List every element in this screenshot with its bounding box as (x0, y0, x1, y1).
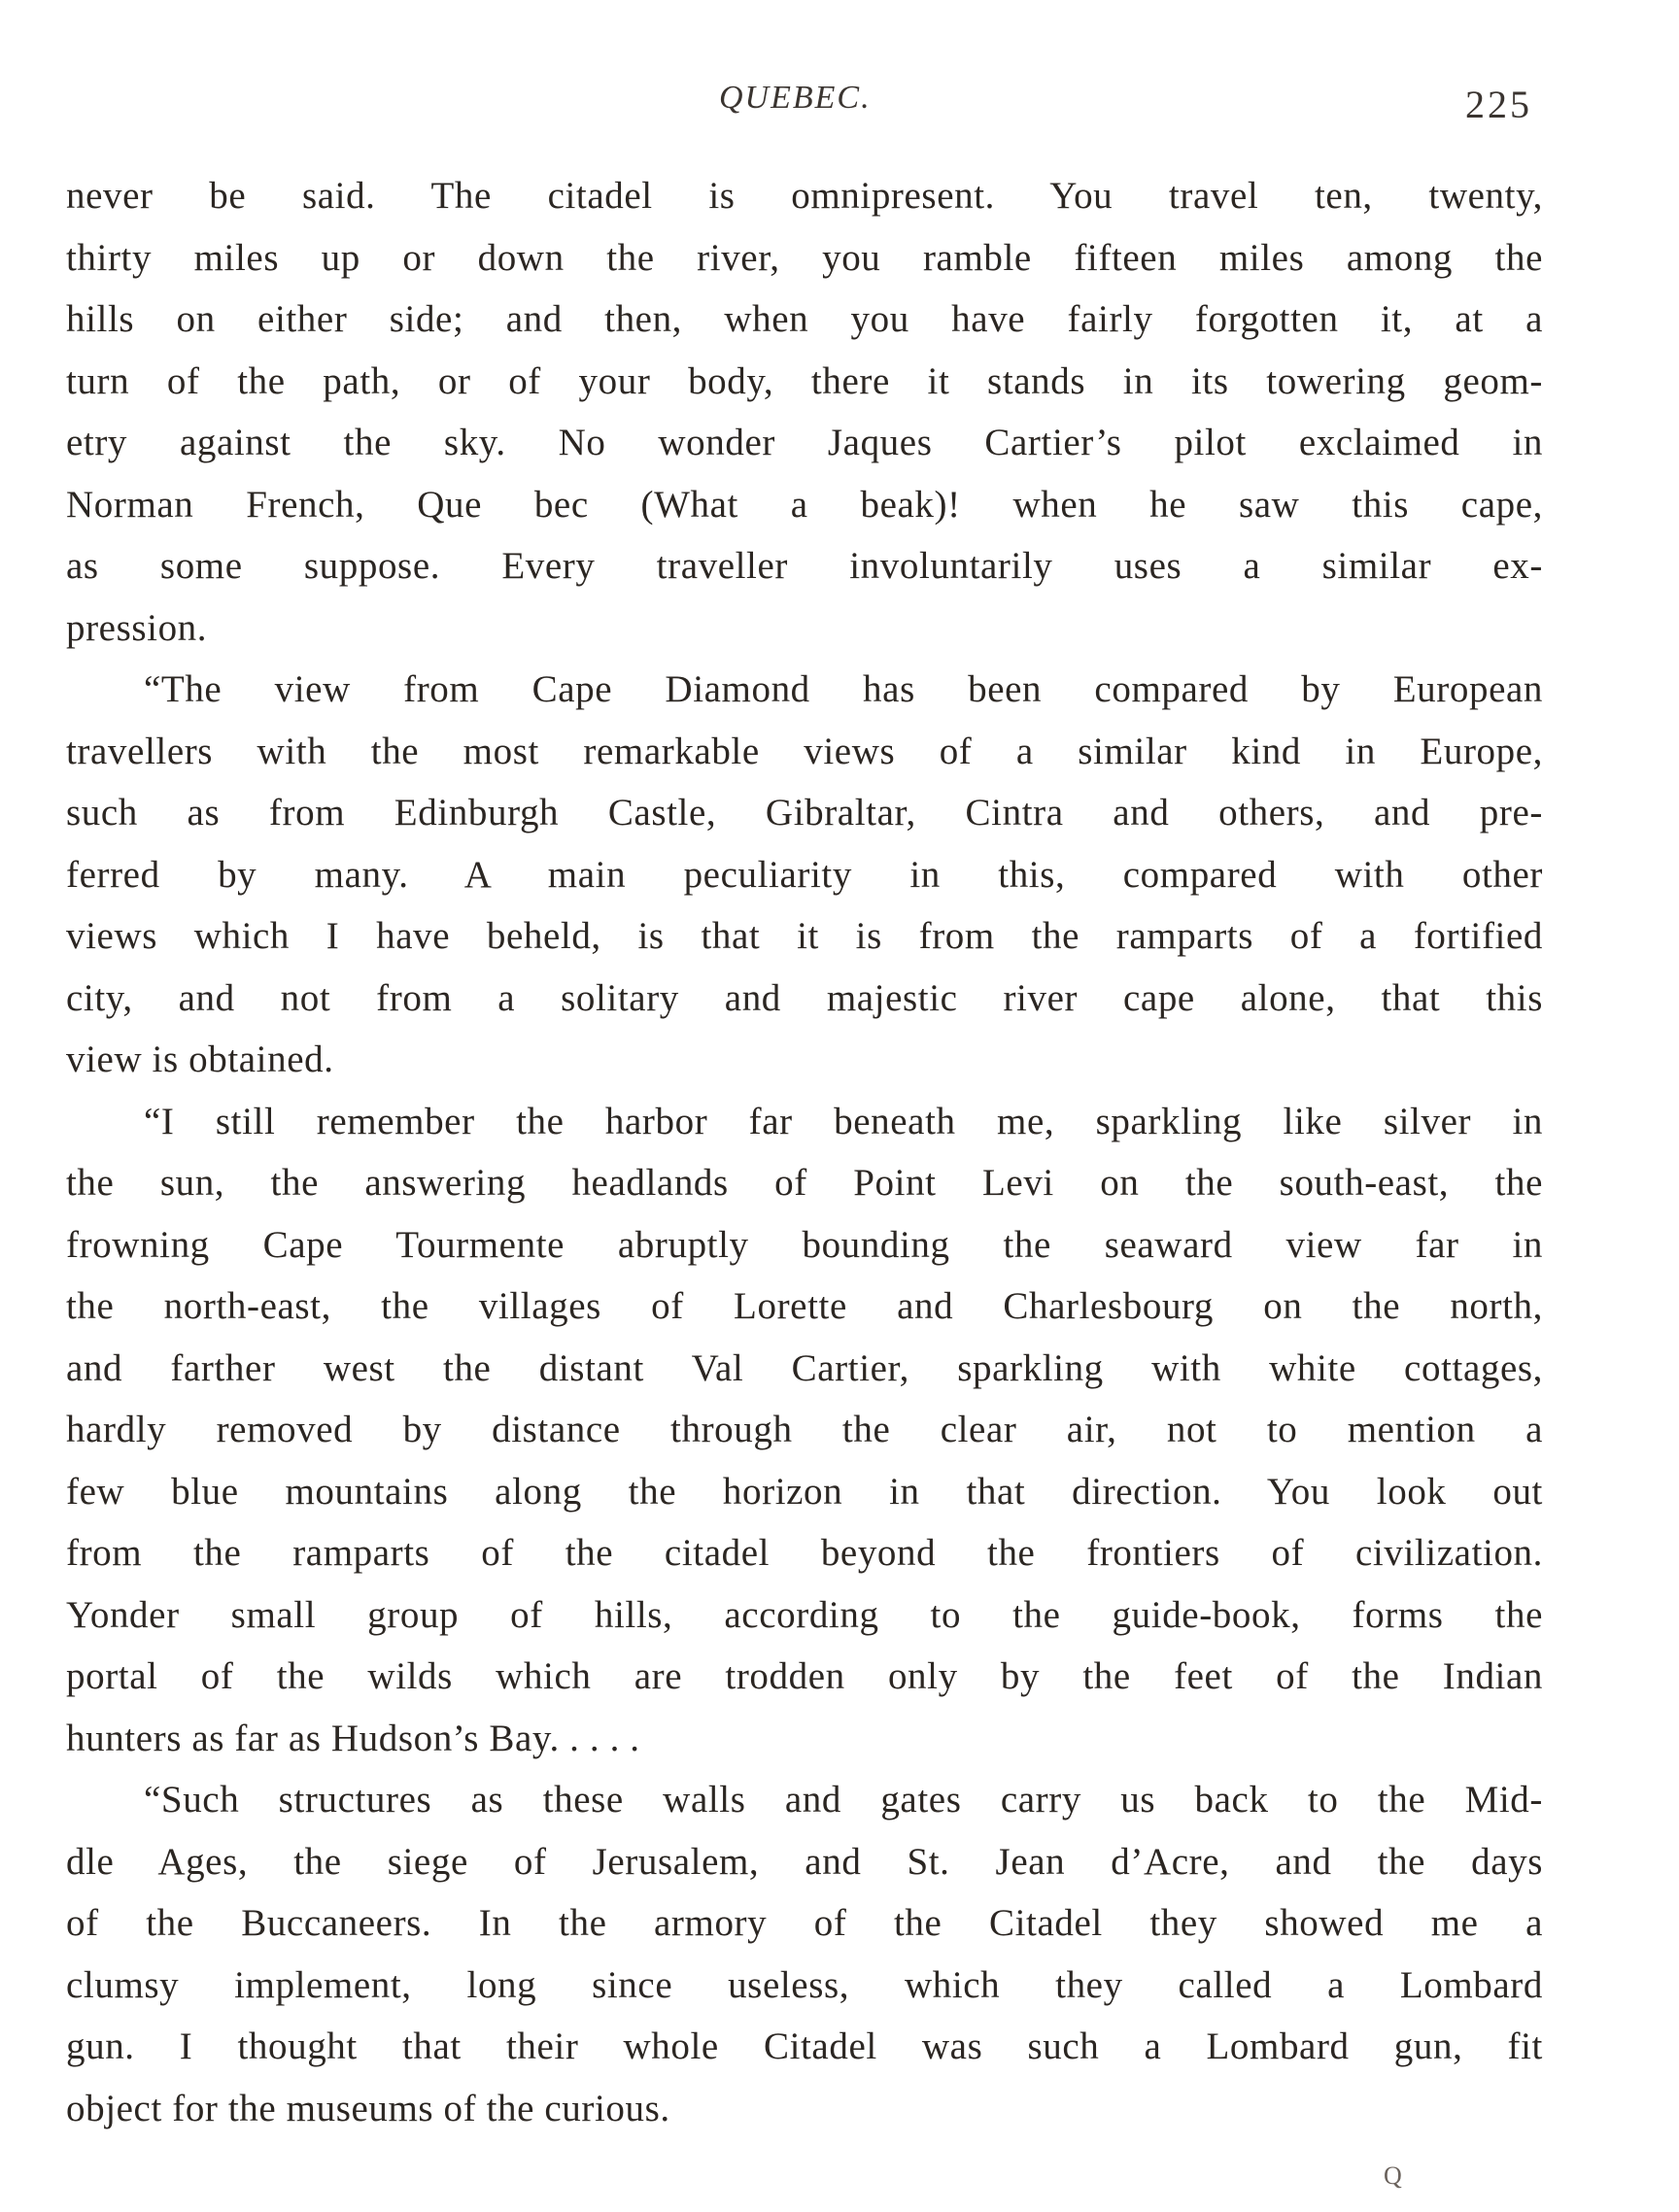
text-line: Yonder small group of hills, according to the guide-book, forms the (66, 1593, 1543, 1636)
text-line: Norman French, Que bec (What a beak)! when he saw this cape, (66, 483, 1543, 526)
text-line: “I still remember the harbor far beneath me, sparkling like silver in (144, 1100, 1543, 1142)
text-line: from the ramparts of the citadel beyond the frontiers of civilization. (66, 1532, 1543, 1574)
text-line: hills on either side; and then, when you have fairly forgotten it, at a (66, 298, 1543, 340)
text-line: pression. (66, 606, 208, 649)
body-text (66, 165, 1543, 2139)
text-line: of the Buccaneers. In the armory of the Citadel they showed me a (66, 1902, 1543, 1944)
text-line: etry against the sky. No wonder Jaques Cartier’s pilot exclaimed in (66, 422, 1543, 463)
paragraph-2 (66, 659, 1543, 1091)
text-line: frowning Cape Tourmente abruptly bounding the seaward view far in (66, 1223, 1543, 1266)
text-line: never be said. The citadel is omnipresent. You travel ten, twenty, (66, 175, 1543, 217)
text-line: travellers with the most remarkable views of a similar kind in Europe, (66, 730, 1543, 772)
text-line: as some suppose. Every traveller involuntarily uses a similar ex- (66, 545, 1543, 587)
text-line: ferred by many. A main peculiarity in this, compared with other (66, 853, 1543, 896)
signature-mark: Q (1384, 2161, 1402, 2190)
text-line: hunters as far as Hudson’s Bay. . . . . (66, 1717, 640, 1759)
paragraph-1 (66, 165, 1543, 659)
running-title: QUEBEC. (719, 80, 872, 116)
text-line: turn of the path, or of your body, there it stands in its towering geom- (66, 359, 1543, 402)
text-line: such as from Edinburgh Castle, Gibraltar, Cintra and others, and pre- (66, 792, 1543, 834)
text-line: view is obtained. (66, 1038, 334, 1080)
text-line: the north-east, the villages of Lorette and Charlesbourg on the north, (66, 1285, 1543, 1327)
paragraph-3 (66, 1091, 1543, 1770)
text-line: portal of the wilds which are trodden only by the feet of the Indian (66, 1655, 1543, 1697)
text-line: thirty miles up or down the river, you ramble fifteen miles among the (66, 236, 1543, 279)
text-line: few blue mountains along the horizon in that direction. You look out (66, 1470, 1543, 1513)
text-line: “The view from Cape Diamond has been compared by European (144, 668, 1543, 710)
text-line: city, and not from a solitary and majestic river cape alone, that this (66, 976, 1543, 1019)
text-line: clumsy implement, long since useless, which they called a Lombard (66, 1963, 1543, 2006)
page-number: 225 (1465, 83, 1532, 126)
text-line: gun. I thought that their whole Citadel was such a Lombard gun, fit (66, 2025, 1543, 2067)
text-line: hardly removed by distance through the clear air, not to mention a (66, 1409, 1543, 1450)
text-line: dle Ages, the siege of Jerusalem, and St. Jean d’Acre, and the days (66, 1840, 1543, 1883)
paragraph-4 (66, 1769, 1543, 2139)
text-line: and farther west the distant Val Cartier, sparkling with white cottages, (66, 1346, 1543, 1389)
text-line: object for the museums of the curious. (66, 2087, 670, 2129)
text-line: views which I have beheld, is that it is from the ramparts of a fortified (66, 915, 1543, 957)
running-head (0, 80, 1679, 128)
text-line: “Such structures as these walls and gates carry us back to the Mid- (144, 1779, 1543, 1821)
text-line: the sun, the answering headlands of Point Levi on the south-east, the (66, 1162, 1543, 1204)
